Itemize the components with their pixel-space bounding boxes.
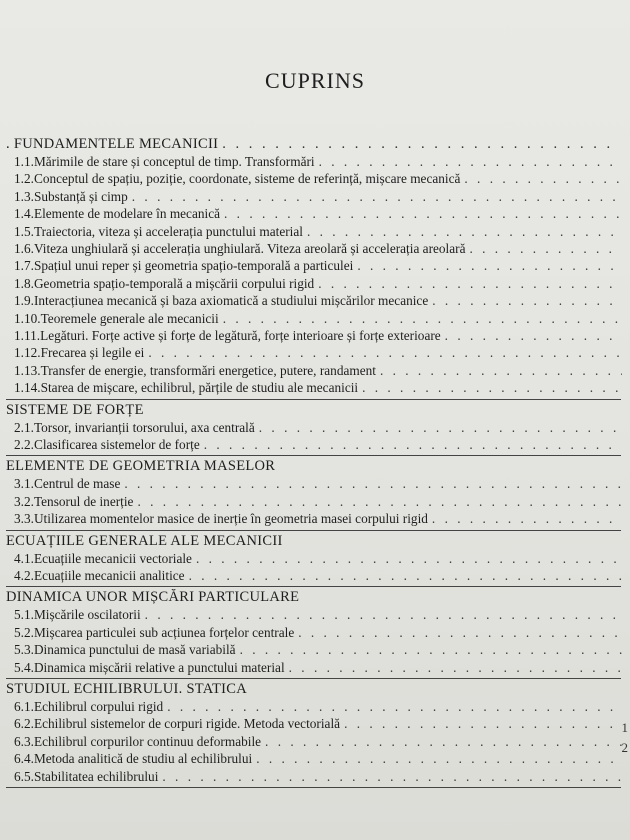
dot-leader [464, 171, 622, 187]
toc-entry [14, 420, 622, 436]
toc-entry-number: 3.2. [14, 493, 34, 509]
toc-entry [14, 734, 622, 750]
toc-entry [14, 769, 622, 785]
chapter-rule [6, 455, 621, 456]
toc-entry-number: 1.9. [14, 293, 34, 309]
dot-leader [223, 311, 622, 327]
toc-entry-number: 1.4. [14, 206, 34, 222]
dot-leader [224, 206, 622, 222]
dot-leader [469, 241, 622, 257]
toc-entry-number: 1.12. [14, 345, 41, 361]
chapter-title: SISTEME DE FORȚE [6, 401, 144, 418]
dot-leader [445, 328, 622, 344]
toc-entry-title: Echilibrul corpurilor continuu deformabile [33, 733, 262, 749]
margin-page-number: 1 [621, 720, 628, 735]
dot-leader [124, 476, 622, 492]
chapter-title: DINAMICA UNOR MIȘCĂRI PARTICULARE [6, 589, 300, 606]
toc-entry-number: 5.4. [14, 659, 34, 675]
toc-entry-title: Dinamica punctului de masă variabilă [33, 642, 236, 658]
toc-chapter-heading [6, 402, 620, 419]
toc-chapter-heading [6, 681, 620, 698]
toc-entry-number: 6.5. [14, 768, 34, 784]
dot-leader [137, 494, 622, 510]
toc-chapter-heading [6, 136, 620, 153]
toc-entry [14, 293, 622, 309]
toc-entry-title: Metoda analitică de studiu al echilibrului [33, 751, 253, 767]
toc-entry-title: Geometria spațio-temporală a mișcării corpului rigid [33, 275, 315, 291]
toc-entry [14, 751, 622, 767]
chapter-title: ECUAȚIILE GENERALE ALE MECANICII [6, 532, 283, 549]
toc-entry [14, 437, 622, 453]
toc-entry-number: 6.2. [14, 716, 34, 732]
toc-entry-title: Interacțiunea mecanică și baza axiomatică a studiului mișcărilor mecanice [33, 293, 429, 309]
dot-leader [357, 258, 622, 274]
toc-entry-title: Legături. Forțe active și forțe de legătură, forțe interioare și forțe exterioare [40, 328, 441, 343]
toc-entry [14, 363, 622, 379]
toc-entry-title: Teoremele generale ale mecanicii [40, 310, 219, 326]
toc-entry-title: Centrul de mase [33, 476, 121, 492]
toc-entry [14, 206, 622, 222]
toc-entry-title: Ecuațiile mecanicii analitice [33, 568, 185, 583]
toc-entry [14, 224, 622, 240]
toc-entry [14, 494, 622, 510]
dot-leader [319, 154, 622, 170]
toc-entry [14, 551, 622, 567]
toc-entry [14, 476, 622, 492]
chapter-rule [6, 399, 621, 400]
toc-entry-number: 5.3. [14, 642, 34, 658]
toc-chapter-heading [6, 533, 620, 550]
toc-entry-title: Transfer de energie, transformări energetice, putere, randament [40, 362, 376, 378]
chapter-title: STUDIUL ECHILIBRULUI. STATICA [6, 681, 247, 697]
dot-leader [344, 716, 622, 732]
dot-leader [256, 751, 622, 767]
toc-entry-number: 1.10. [14, 310, 41, 326]
toc-entry-title: Viteza unghiulară și accelerația unghiulară. Viteza areolară și accelerația areolară [33, 241, 466, 256]
chapter-title: . FUNDAMENTELE MECANICII [6, 136, 219, 152]
dot-leader [298, 625, 622, 641]
toc-entry [14, 276, 622, 292]
toc-entry-title: Starea de mișcare, echilibrul, părțile de studiu ale mecanicii [40, 380, 359, 396]
dot-leader [362, 380, 622, 396]
toc-entry-number: 1.1. [14, 154, 34, 169]
toc-entry-number: 1.3. [14, 188, 34, 204]
toc-entry-number: 4.1. [14, 550, 34, 566]
dot-leader [432, 293, 622, 309]
toc-entry-number: 1.6. [14, 241, 34, 256]
toc-entry-number: 4.2. [14, 568, 34, 583]
dot-leader [145, 607, 622, 623]
dot-leader [148, 345, 622, 361]
dot-leader [167, 699, 622, 715]
chapter-rule [6, 586, 621, 587]
toc-entry [14, 568, 622, 584]
toc-entry [14, 311, 622, 327]
dot-leader [196, 551, 622, 567]
toc-entry-title: Substanță și cimp [33, 188, 128, 204]
toc-entry-number: 6.4. [14, 751, 34, 767]
dot-leader [380, 363, 622, 379]
toc-entry [14, 511, 622, 527]
toc-entry-number: 5.2. [14, 624, 34, 640]
toc-entry-title: Echilibrul sistemelor de corpuri rigide. Metoda vectorială [33, 716, 341, 732]
toc-entry-number: 1.2. [14, 171, 34, 187]
toc-chapter-heading [6, 458, 620, 475]
chapter-rule [6, 678, 621, 679]
toc-entry [14, 345, 622, 361]
toc-entry-number: 2.1. [14, 419, 34, 435]
dot-leader [132, 189, 622, 205]
dot-leader [259, 420, 622, 436]
toc-entry-title: Conceptul de spațiu, poziție, coordonate, sisteme de referință, mișcare mecanică [33, 171, 461, 187]
toc-entry-title: Clasificarea sistemelor de forțe [33, 437, 200, 452]
dot-leader [432, 511, 622, 527]
toc-entry-number: 6.1. [14, 699, 34, 714]
toc-entry [14, 607, 622, 623]
dot-leader [289, 660, 622, 676]
toc-entry-title: Torsor, invarianții torsorului, axa centrală [33, 419, 255, 435]
toc-entry [14, 380, 622, 396]
toc-entry-title: Elemente de modelare în mecanică [33, 206, 221, 222]
toc-chapter-heading [6, 589, 620, 606]
toc-entry [14, 241, 622, 257]
dot-leader [265, 734, 622, 750]
toc-entry [14, 328, 622, 344]
toc-entry [14, 154, 622, 170]
toc-entry-title: Utilizarea momentelor masice de inerție în geometria masei corpului rigid [33, 511, 428, 527]
toc-entry-number: 1.14. [14, 380, 41, 396]
toc-entry-number: 1.8. [14, 275, 34, 291]
dot-leader [162, 769, 622, 785]
toc-entry [14, 625, 622, 641]
toc-entry-title: Mișcările oscilatorii [33, 607, 141, 623]
toc-entry-number: 1.7. [14, 258, 34, 274]
dot-leader [204, 437, 622, 453]
toc-entry [14, 258, 622, 274]
toc-entry-number: 1.5. [14, 223, 34, 239]
dot-leader [222, 136, 620, 153]
toc-entry-title: Frecarea și legile ei [40, 345, 145, 361]
toc-entry-title: Tensorul de inerție [33, 493, 134, 509]
toc-entry [14, 716, 622, 732]
toc-entry-title: Ecuațiile mecanicii vectoriale [33, 550, 192, 566]
chapter-rule [6, 530, 621, 531]
dot-leader [240, 642, 622, 658]
dot-leader [318, 276, 622, 292]
toc-entry [14, 171, 622, 187]
toc-entry-title: Spațiul unui reper și geometria spațio-temporală a particulei [33, 258, 354, 274]
page-title: CUPRINS [265, 68, 365, 93]
margin-page-number: 2 [621, 740, 628, 755]
toc-entry-number: 3.1. [14, 476, 34, 492]
toc-entry-number: 2.2. [14, 437, 34, 452]
toc-entry-title: Mișcarea particulei sub acțiunea forțelor centrale [33, 624, 295, 640]
toc-entry-number: 1.13. [14, 362, 41, 378]
toc-entry-number: 3.3. [14, 511, 34, 527]
toc-entry [14, 189, 622, 205]
toc-entry-number: 1.11. [14, 328, 41, 343]
dot-leader [189, 568, 622, 584]
toc-entry-title: Mărimile de stare și conceptul de timp. Transformări [33, 154, 315, 169]
chapter-title: ELEMENTE DE GEOMETRIA MASELOR [6, 458, 276, 475]
toc-entry-number: 5.1. [14, 607, 34, 623]
toc-entry [14, 660, 622, 676]
toc-entry [14, 699, 622, 715]
toc-entry-title: Stabilitatea echilibrului [33, 768, 159, 784]
toc-entry-number: 6.3. [14, 733, 34, 749]
toc-entry-title: Dinamica mișcării relative a punctului material [33, 659, 285, 675]
toc-entry-title: Echilibrul corpului rigid [33, 699, 164, 714]
chapter-rule [6, 787, 621, 788]
dot-leader [307, 224, 622, 240]
toc-entry-title: Traiectoria, viteza și accelerația punctului material [33, 223, 303, 239]
toc-entry [14, 642, 622, 658]
